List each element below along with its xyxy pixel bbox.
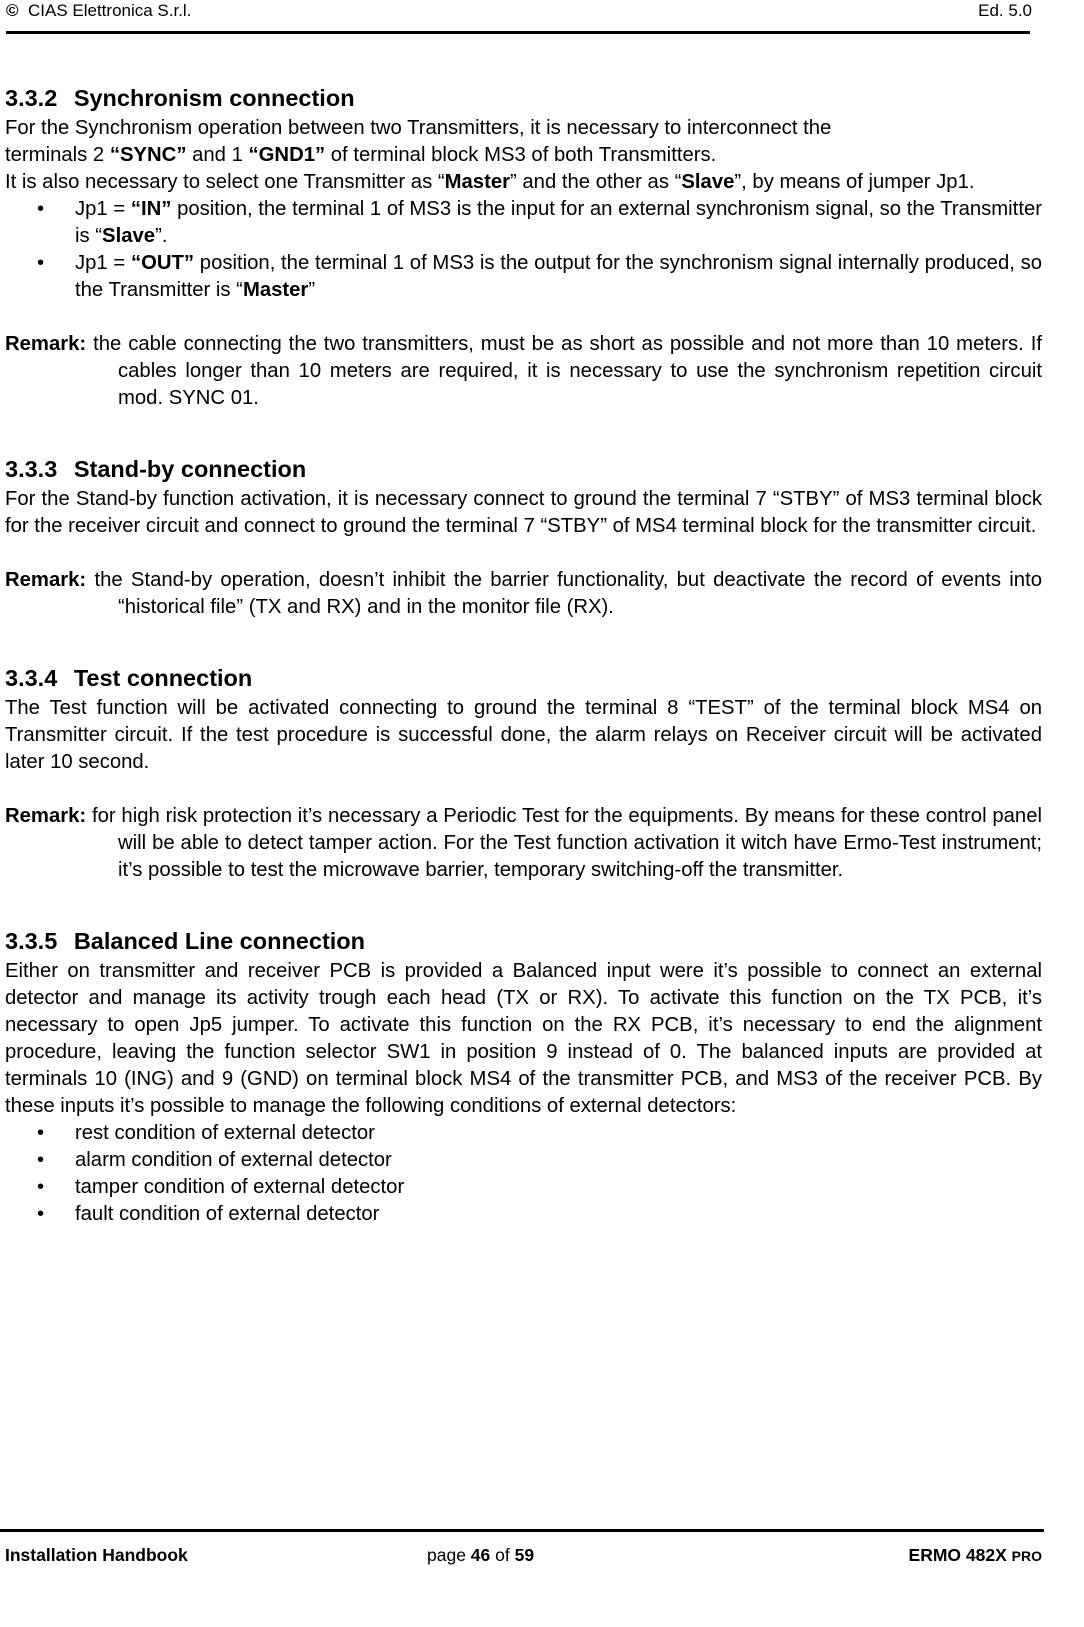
section-number: 3.3.5 — [5, 928, 58, 954]
page-indicator — [427, 1545, 534, 1566]
list-item — [5, 1147, 1042, 1174]
text: ” and the other as “ — [510, 171, 682, 193]
sync-remark — [5, 331, 1042, 412]
bullet-icon: • — [37, 1122, 45, 1144]
test-paragraph: The Test function will be activated connecting to ground the terminal 8 “TEST” of the terminal block MS4 on Transmitter circuit. If the test procedure is successful done, the alarm relays on Receiver circuit will be activated later 10 second. — [5, 697, 1042, 773]
spacer — [5, 884, 1042, 924]
text: of terminal block MS3 of both Transmitters. — [325, 144, 717, 166]
bullet-icon: • — [37, 1203, 45, 1225]
spacer — [5, 412, 1042, 452]
text: ”, by means of jumper Jp1. — [734, 171, 975, 193]
page-total: 59 — [514, 1545, 535, 1565]
bullet-icon: • — [37, 1149, 45, 1171]
term-slave: Slave — [102, 225, 156, 247]
section-number: 3.3.4 — [5, 665, 58, 691]
remark-label: Remark: — [5, 569, 87, 591]
text: For the Synchronism operation between two Transmitters, it is necessary to interconnect the — [5, 117, 832, 139]
term-slave: Slave — [681, 171, 735, 193]
text: position, the terminal 1 of MS3 is the output for the synchronism signal internally produced, so the Transmitter is “ — [75, 252, 1042, 301]
company-text: CIAS Elettronica S.r.l. — [27, 1, 192, 20]
bullet-icon: • — [37, 1176, 45, 1198]
text: of — [490, 1545, 515, 1565]
list-item — [5, 196, 1042, 250]
spacer — [5, 540, 1042, 567]
list-item — [5, 250, 1042, 304]
section-title: Test connection — [73, 665, 253, 691]
copyright-symbol: © — [6, 1, 19, 20]
product-name — [909, 1545, 1042, 1566]
text: terminals 2 — [5, 144, 110, 166]
spacer — [5, 304, 1042, 331]
company-name — [6, 1, 191, 21]
remark-text: for high risk protection it’s necessary a Periodic Test for the equipments. By means for these control panel will be able to detect tamper action. For the Test function activation it witch have Ermo-Test instrument; it’s possible to test the microwave barrier, temporary switching-off the transmitter. — [86, 805, 1042, 881]
section-title: Balanced Line connection — [73, 928, 366, 954]
standby-paragraph: For the Stand-by function activation, it is necessary connect to ground the terminal 7 “STBY” of MS3 terminal block for the receiver circuit and connect to ground the terminal 7 “STBY” of MS4 terminal block for the transmitter circuit. — [5, 488, 1042, 537]
footer-divider — [0, 1529, 1044, 1532]
list-item-text: rest condition of external detector — [75, 1122, 375, 1144]
balanced-paragraph: Either on transmitter and receiver PCB is provided a Balanced input were it’s possible to connect an external detector and manage its activity trough each head (TX or RX). To activate this function on the TX PCB, it’s necessary to open Jp5 jumper. To activate this function on the RX PCB, it’s necessary to end the alignment procedure, leaving the function selector SW1 in position 9 instead of 0. The balanced inputs are provided at terminals 10 (ING) and 9 (GND) on terminal block MS4 of the transmitter PCB, and MS3 of the receiver PCB. By these inputs it’s possible to manage the following conditions of external detectors: — [5, 960, 1042, 1117]
test-remark — [5, 803, 1042, 884]
list-item — [5, 1120, 1042, 1147]
handbook-label: Installation Handbook — [5, 1545, 188, 1565]
remark-label: Remark: — [5, 805, 87, 827]
product-text: ERMO 482X — [908, 1545, 1012, 1565]
page-content — [5, 81, 1042, 1228]
list-item-text: tamper condition of external detector — [75, 1176, 405, 1198]
sync-paragraph-2 — [5, 169, 1042, 196]
section-heading-balanced-line — [5, 924, 1042, 958]
text: ”. — [155, 225, 168, 247]
section-number: 3.3.2 — [5, 85, 58, 111]
spacer — [5, 621, 1042, 661]
text: It is also necessary to select one Transmitter as “ — [5, 171, 445, 193]
text: Jp1 = — [75, 252, 131, 274]
list-item — [5, 1201, 1042, 1228]
section-title: Synchronism connection — [73, 85, 355, 111]
term-master: Master — [444, 171, 510, 193]
term-sync: “SYNC” — [109, 144, 187, 166]
text: position, the terminal 1 of MS3 is the input for an external synchronism signal, so the Transmitter is “ — [75, 198, 1042, 247]
standby-remark — [5, 567, 1042, 621]
bullet-icon: • — [37, 252, 45, 274]
remark-text: the cable connecting the two transmitters, must be as short as possible and not more than 10 meters. If cables longer than 10 meters are required, it is necessary to use the synchronism repetition circuit mod. SYNC 01. — [86, 333, 1042, 409]
page-footer — [5, 1545, 1042, 1569]
detector-conditions-list — [5, 1120, 1042, 1228]
product-suffix: PRO — [1011, 1548, 1042, 1564]
term-in: “IN” — [130, 198, 172, 220]
remark-text: the Stand-by operation, doesn’t inhibit the barrier functionality, but deactivate the record of events into “historical file” (TX and RX) and in the monitor file (RX). — [86, 569, 1042, 618]
spacer — [5, 776, 1042, 803]
text: and 1 — [186, 144, 249, 166]
term-master: Master — [242, 279, 309, 301]
term-gnd1: “GND1” — [248, 144, 326, 166]
remark-label: Remark: — [5, 333, 87, 355]
text: page — [427, 1545, 471, 1565]
term-out: “OUT” — [130, 252, 195, 274]
sync-paragraph-1 — [5, 115, 1042, 169]
page-header — [6, 0, 1032, 24]
section-heading-test — [5, 661, 1042, 695]
list-item-text: fault condition of external detector — [75, 1203, 380, 1225]
section-title: Stand-by connection — [73, 456, 307, 482]
edition-label: Ed. 5.0 — [978, 1, 1032, 20]
text: ” — [308, 279, 316, 301]
section-number: 3.3.3 — [5, 456, 58, 482]
section-heading-standby — [5, 452, 1042, 486]
section-heading-synchronism — [5, 81, 1042, 115]
list-item — [5, 1174, 1042, 1201]
bullet-icon: • — [37, 198, 45, 220]
jumper-list — [5, 196, 1042, 304]
header-divider — [6, 31, 1030, 34]
text: Jp1 = — [75, 198, 131, 220]
page-number: 46 — [470, 1545, 491, 1565]
list-item-text: alarm condition of external detector — [75, 1149, 392, 1171]
